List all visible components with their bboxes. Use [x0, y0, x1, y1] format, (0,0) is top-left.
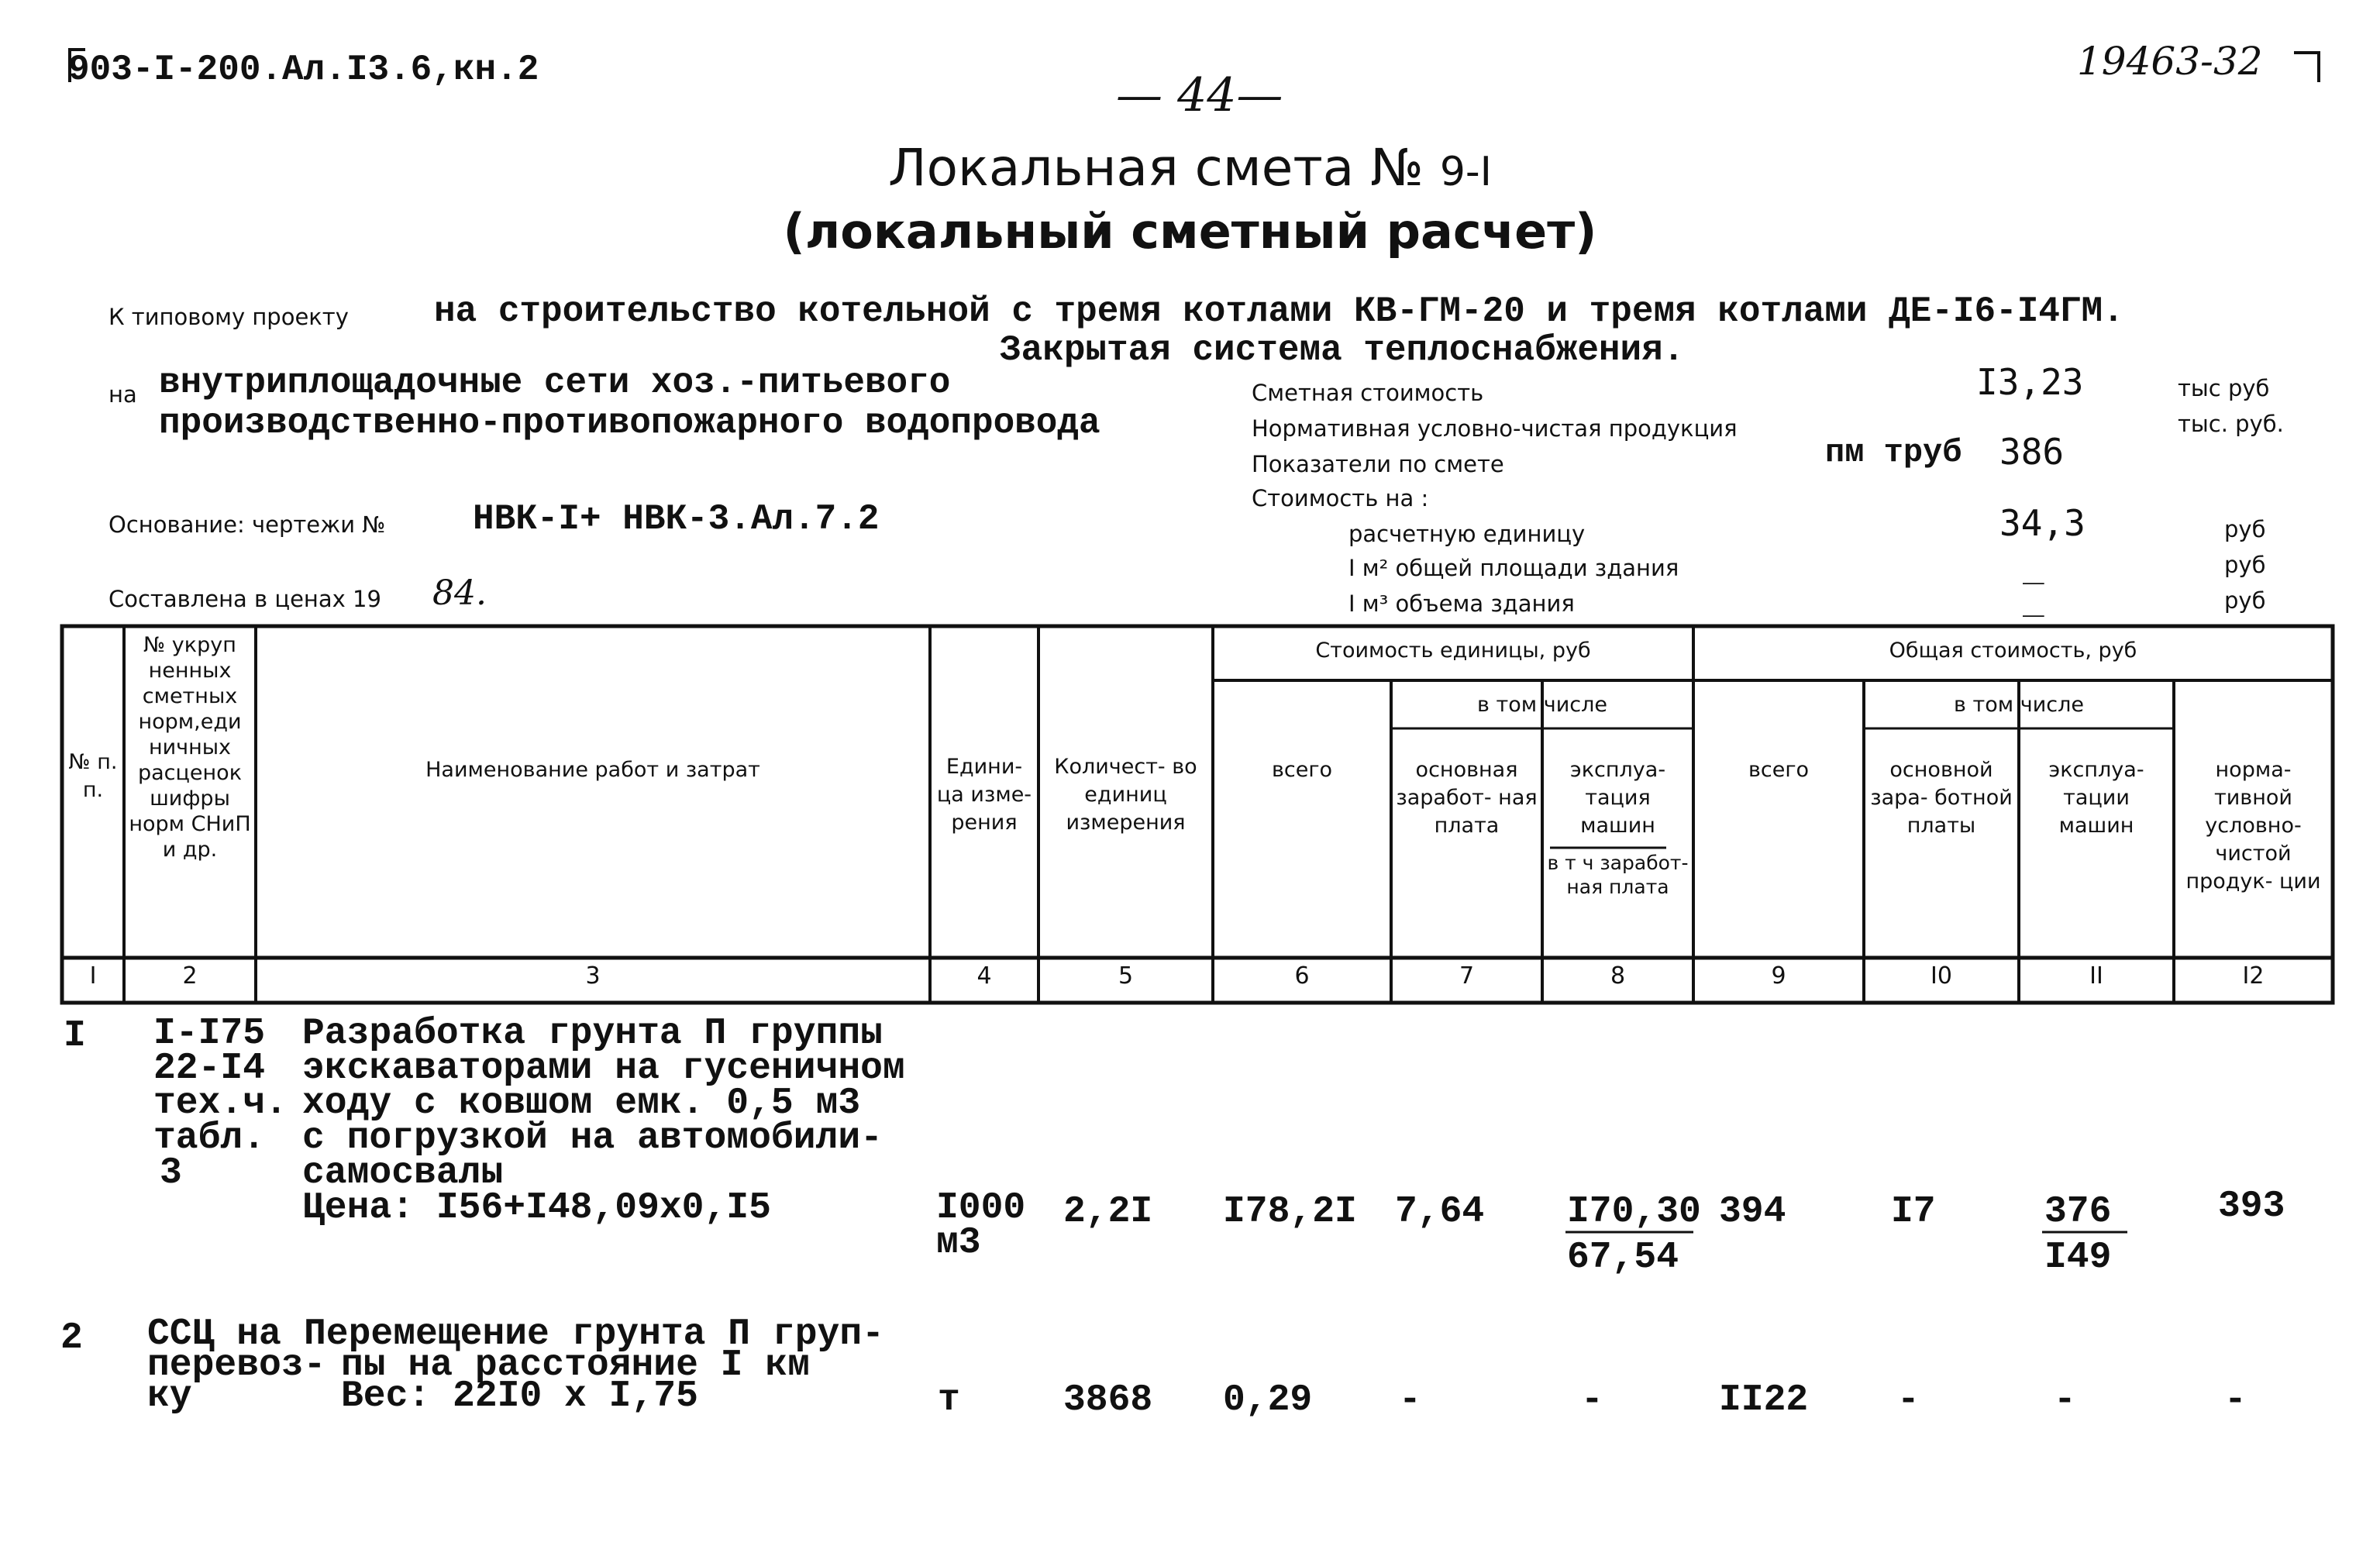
prices-year: 84. — [432, 573, 487, 613]
row2-name-line: Вес: 22I0 x I,75 — [341, 1375, 698, 1417]
row2-qty: 3868 — [1063, 1379, 1153, 1421]
row1-name-line: Разработка грунта П группы — [302, 1013, 883, 1055]
row2-code-line: ССЦ на — [147, 1313, 281, 1355]
row2-unit-machines: - — [1581, 1379, 1603, 1421]
row2-num: 2 — [60, 1317, 83, 1359]
row1-normative: 393 — [2218, 1186, 2285, 1227]
row2-total: II22 — [1719, 1379, 1809, 1421]
col-number: 3 — [585, 962, 601, 990]
col-number: I0 — [1931, 962, 1952, 990]
indicators-value: 386 — [1999, 431, 2065, 473]
col-number: II — [2089, 962, 2103, 990]
estimated-cost-value: I3,23 — [1976, 361, 2084, 403]
header-unit: Едини- ца изме- рения — [936, 755, 1032, 835]
basis-value: НВК-I+ НВК-3.Ал.7.2 — [473, 499, 880, 539]
row1-code — [153, 1013, 288, 1194]
header-normative: норма- тивной условно- чистой продук- ции — [2185, 758, 2321, 893]
row1-name-line: экскаваторами на гусеничном — [302, 1048, 905, 1090]
header-total-machines: эксплуа- тации машин — [2048, 758, 2144, 838]
header-total-wage: основной зара- ботной платы — [1870, 758, 2013, 838]
header-code: № укруп ненных сметных норм,еди ничных расценок шифры норм СНиП и др. — [129, 633, 251, 862]
col-number: I — [89, 962, 97, 990]
estimated-cost-unit: тыс руб — [2178, 375, 2270, 401]
per-unit-unit: руб — [2224, 516, 2266, 542]
row1-name-line: Цена: I56+I48,09x0,I5 — [302, 1187, 771, 1229]
row2-unit-wage: - — [1399, 1379, 1421, 1421]
row2-code-line: перевоз- — [147, 1344, 326, 1386]
project-description: на строительство котельной с тремя котлами КВ-ГМ-20 и тремя котлами ДЕ-I6-I4ГМ. — [434, 291, 2124, 332]
row1-num: I — [64, 1015, 86, 1057]
per-m3-unit: руб — [2224, 587, 2266, 614]
col-number: I2 — [2242, 962, 2265, 990]
row2-name — [304, 1313, 884, 1417]
row1-total-machines: 376 — [2044, 1191, 2112, 1233]
header-total-cost-group: Общая стоимость, руб — [1889, 639, 2137, 663]
header-unit-machines: эксплуа- тация машин — [1569, 758, 1666, 838]
row1-unit-line: м3 — [936, 1222, 981, 1264]
page-subtitle: (локальный сметный расчет) — [783, 203, 1597, 260]
row1-total-wage: I7 — [1891, 1191, 1936, 1233]
row1-unit-wage: 7,64 — [1395, 1191, 1485, 1233]
col-number: 4 — [976, 962, 992, 990]
row1-code-line: тех.ч. — [153, 1083, 288, 1124]
row1-total: 394 — [1719, 1191, 1786, 1233]
per-unit-label: расчетную единицу — [1348, 521, 1586, 547]
per-m3-label: I м³ объема здания — [1348, 590, 1575, 617]
row1-name — [302, 1013, 905, 1229]
indicators-unit-text: пм труб — [1825, 434, 1962, 471]
row1-code-line: табл. — [153, 1117, 266, 1159]
row2-unit-total: 0,29 — [1223, 1379, 1313, 1421]
row1-unit-line: I000 — [936, 1187, 1026, 1229]
header-num: № п. п. — [68, 750, 118, 802]
title-text: Локальная смета № — [887, 138, 1424, 198]
archive-number: 19463-32 — [2077, 39, 2263, 84]
col-number: 8 — [1610, 962, 1626, 990]
basis-label: Основание: чертежи № — [108, 511, 386, 538]
row2-total-machines: - — [2054, 1379, 2076, 1421]
row1-code-line: 3 — [160, 1152, 182, 1194]
header-total: всего — [1748, 758, 1810, 782]
prices-label: Составлена в ценах 19 — [108, 586, 381, 612]
row1-unit-total: I78,2I — [1223, 1191, 1357, 1233]
row2-name-line: Перемещение грунта П груп- — [304, 1313, 884, 1355]
row2-name-line: пы на расстояние I км — [341, 1344, 810, 1386]
per-m2-label: I м² общей площади здания — [1348, 555, 1679, 581]
row2-normative: - — [2224, 1379, 2247, 1421]
indicators-label: Показатели по смете — [1252, 451, 1504, 477]
row2-total-wage: - — [1897, 1379, 1920, 1421]
row2-code-line: ку — [147, 1375, 192, 1417]
row1-name-line: с погрузкой на автомобили- — [302, 1117, 883, 1159]
row1-code-line: 22-I4 — [153, 1048, 266, 1090]
col-number: 9 — [1771, 962, 1786, 990]
row2-unit: т — [938, 1379, 960, 1421]
col-number: 2 — [182, 962, 198, 990]
estimate-number: 9-I — [1439, 149, 1493, 195]
project-description-2: Закрытая система теплоснабжения. — [1000, 330, 1685, 370]
row1-name-line: ходу с ковшом емк. 0,5 м3 — [302, 1083, 861, 1124]
row1-qty: 2,2I — [1063, 1191, 1153, 1233]
row1-code-line: I-I75 — [153, 1013, 266, 1055]
object-name-line2: производственно-противопожарного водопровода — [159, 403, 1100, 443]
row2-code — [147, 1313, 326, 1417]
row1-unit-machines: I70,30 — [1567, 1191, 1701, 1233]
header-unit-machines-wage: в т ч заработ- ная плата — [1547, 852, 1689, 898]
row1-unit — [936, 1187, 1026, 1264]
normative-unit: тыс. руб. — [2178, 411, 2284, 437]
header-including-right: в том числе — [1954, 693, 2084, 717]
col-number: 7 — [1459, 962, 1475, 990]
for-label: на — [108, 381, 137, 408]
document-code: 903-I-200.Ал.I3.6,кн.2 — [68, 50, 539, 90]
estimated-cost-label: Сметная стоимость — [1252, 380, 1484, 406]
per-m2-unit: руб — [2224, 552, 2266, 578]
page-number: — 44— — [1116, 68, 1283, 122]
per-unit-value: 34,3 — [1999, 502, 2086, 544]
row1-name-line: самосвалы — [302, 1152, 504, 1194]
row1-unit-machines-wage: 67,54 — [1567, 1237, 1679, 1279]
header-including-left: в том числе — [1477, 693, 1607, 717]
col-number: 6 — [1294, 962, 1310, 990]
header-unit-total: всего — [1271, 758, 1333, 782]
normative-label: Нормативная условно-чистая продукция — [1252, 415, 1738, 442]
header-work-name: Наименование работ и затрат — [425, 758, 760, 782]
per-m2-value: _ — [2023, 542, 2044, 584]
object-name-line1: внутриплощадочные сети хоз.-питьевого — [159, 363, 951, 403]
header-unit-cost-group: Стоимость единицы, руб — [1315, 639, 1591, 663]
header-unit-wage: основная заработ- ная плата — [1396, 758, 1538, 838]
per-m3-value: _ — [2023, 575, 2044, 617]
header-quantity: Количест- во единиц измерения — [1054, 755, 1197, 835]
col-number: 5 — [1118, 962, 1134, 990]
cost-per-label: Стоимость на : — [1252, 485, 1429, 511]
project-label: К типовому проекту — [108, 304, 349, 330]
row1-total-machines-wage: I49 — [2044, 1237, 2112, 1279]
